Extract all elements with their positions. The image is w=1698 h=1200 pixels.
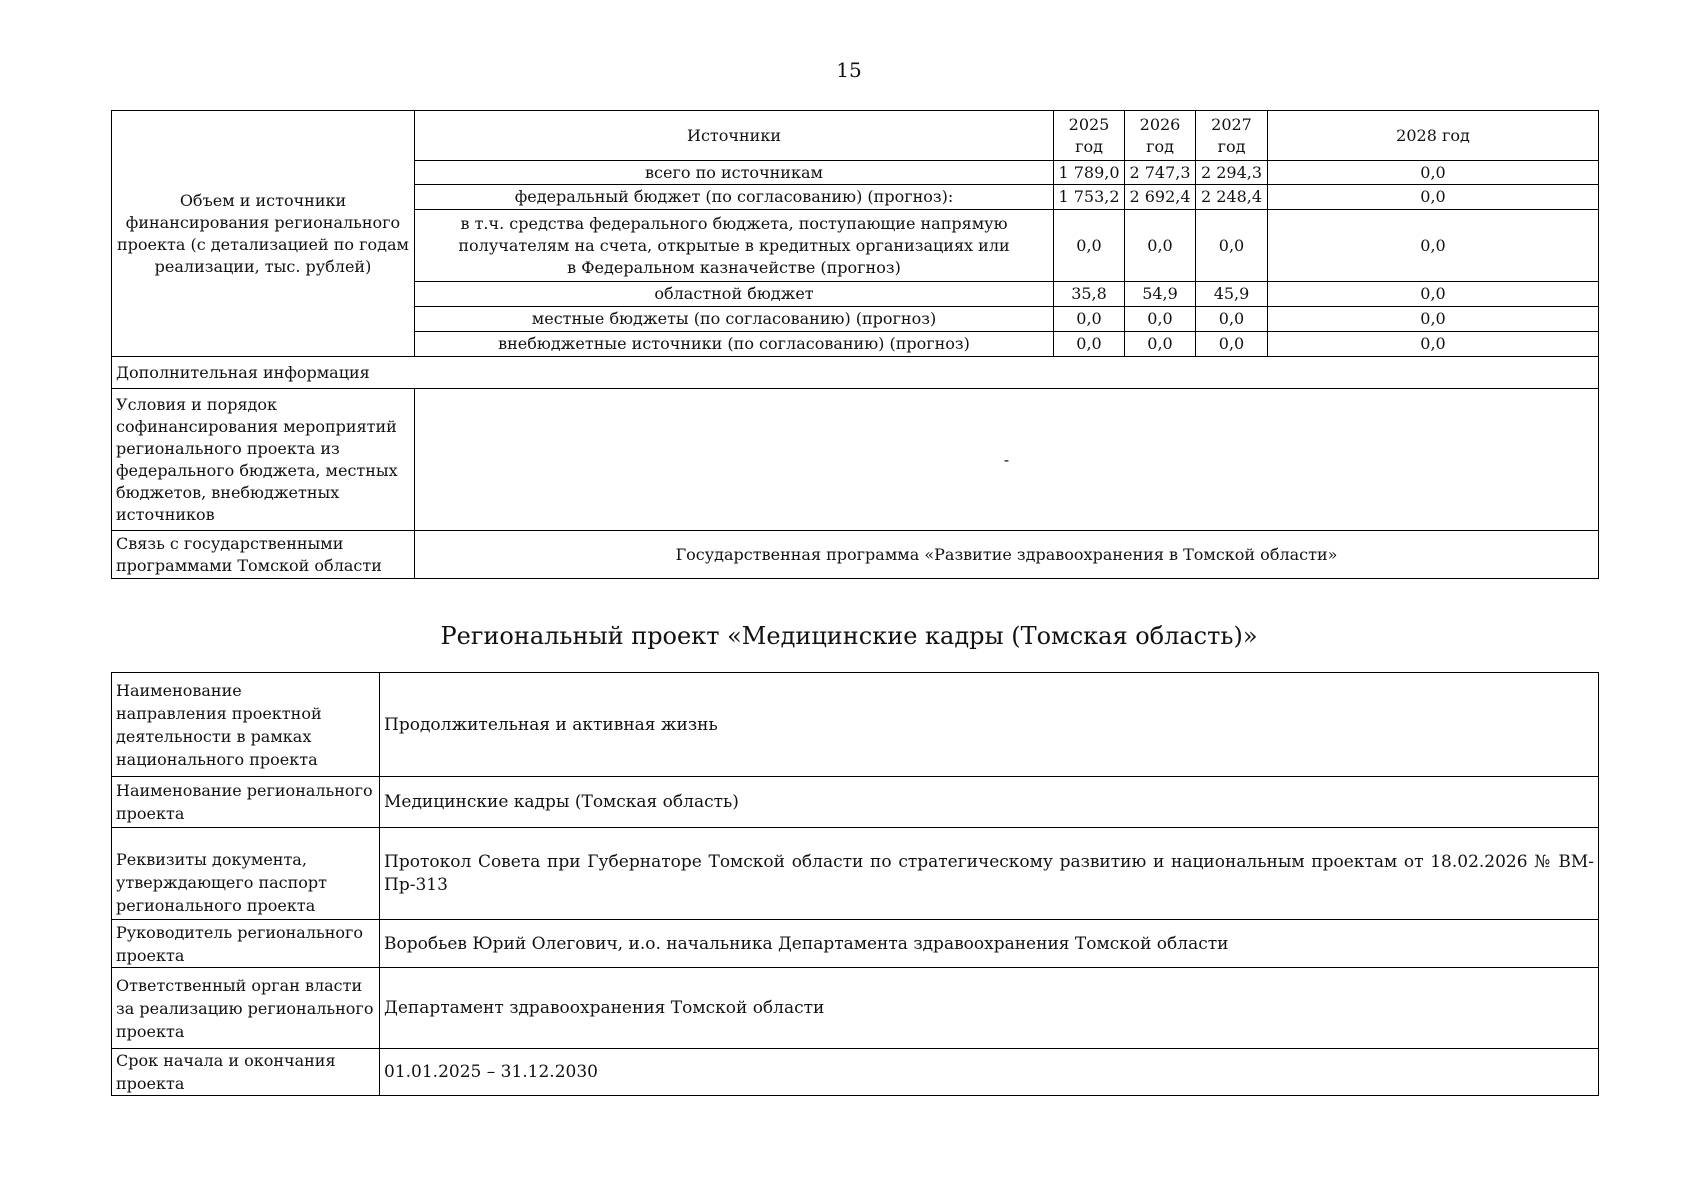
value-2026: 54,9 [1125, 282, 1196, 307]
value-2028: 0,0 [1268, 185, 1599, 210]
value-2027: 2 294,3 [1196, 161, 1268, 185]
header-sources: Источники [415, 111, 1054, 161]
value-2026: 2 692,4 [1125, 185, 1196, 210]
value-2027: 45,9 [1196, 282, 1268, 307]
additional-info-heading: Дополнительная информация [112, 357, 1599, 389]
page-number: 15 [836, 58, 862, 82]
value-2025: 1 789,0 [1054, 161, 1125, 185]
passport-label: Наименование регионального проекта [112, 777, 380, 828]
value-2028: 0,0 [1268, 332, 1599, 357]
passport-label: Руководитель регионального проекта [112, 920, 380, 968]
header-2027: 2027 год [1196, 111, 1268, 161]
value-2027: 0,0 [1196, 210, 1268, 282]
value-2025: 35,8 [1054, 282, 1125, 307]
passport-value: Продолжительная и активная жизнь [380, 673, 1599, 777]
value-2026: 2 747,3 [1125, 161, 1196, 185]
financing-table [111, 110, 1599, 579]
table-row [112, 777, 1599, 828]
value-2025: 0,0 [1054, 332, 1125, 357]
cofinancing-label: Условия и порядок софинансирования мероприятий регионального проекта из федерального бюджета, местных бюджетов, внебюджетных источников [112, 389, 415, 531]
passport-value: Департамент здравоохранения Томской области [380, 968, 1599, 1049]
passport-value: Протокол Совета при Губернаторе Томской области по стратегическому развитию и национальным проектам от 18.02.2026 № ВМ-Пр-313 [380, 828, 1599, 920]
programs-label: Связь с государственными программами Томской области [112, 531, 415, 579]
value-2027: 0,0 [1196, 332, 1268, 357]
value-2028: 0,0 [1268, 282, 1599, 307]
value-2025: 0,0 [1054, 210, 1125, 282]
financing-header-row [112, 111, 1599, 161]
programs-value: Государственная программа «Развитие здравоохранения в Томской области» [415, 531, 1599, 579]
source-name: областной бюджет [415, 282, 1054, 307]
source-name: в т.ч. средства федерального бюджета, поступающие напрямую получателям на счета, открытые в кредитных организациях или в Федеральном казначействе (прогноз) [415, 210, 1054, 282]
programs-row [112, 531, 1599, 579]
value-2026: 0,0 [1125, 332, 1196, 357]
table-row [112, 1049, 1599, 1096]
financing-row-label: Объем и источники финансирования регионального проекта (с детализацией по годам реализации, тыс. рублей) [112, 111, 415, 357]
source-name: всего по источникам [415, 161, 1054, 185]
passport-label: Наименование направления проектной деятельности в рамках национального проекта [112, 673, 380, 777]
table-row [112, 968, 1599, 1049]
value-2028: 0,0 [1268, 210, 1599, 282]
project-passport-table [111, 672, 1599, 1096]
passport-value: Медицинские кадры (Томская область) [380, 777, 1599, 828]
passport-value: 01.01.2025 – 31.12.2030 [380, 1049, 1599, 1096]
source-name: местные бюджеты (по согласованию) (прогноз) [415, 307, 1054, 332]
value-2025: 0,0 [1054, 307, 1125, 332]
table-row [112, 673, 1599, 777]
table-row [112, 920, 1599, 968]
value-2025: 1 753,2 [1054, 185, 1125, 210]
value-2027: 0,0 [1196, 307, 1268, 332]
header-2025: 2025 год [1054, 111, 1125, 161]
passport-label: Ответственный орган власти за реализацию регионального проекта [112, 968, 380, 1049]
value-2027: 2 248,4 [1196, 185, 1268, 210]
section-title: Региональный проект «Медицинские кадры (Томская область)» [440, 622, 1258, 650]
cofinancing-row [112, 389, 1599, 531]
value-2028: 0,0 [1268, 307, 1599, 332]
source-name: федеральный бюджет (по согласованию) (прогноз): [415, 185, 1054, 210]
source-name: внебюджетные источники (по согласованию) (прогноз) [415, 332, 1054, 357]
passport-label: Срок начала и окончания проекта [112, 1049, 380, 1096]
table-row [112, 828, 1599, 920]
header-2028: 2028 год [1268, 111, 1599, 161]
passport-value: Воробьев Юрий Олегович, и.о. начальника Департамента здравоохранения Томской области [380, 920, 1599, 968]
value-2026: 0,0 [1125, 210, 1196, 282]
header-2026: 2026 год [1125, 111, 1196, 161]
value-2026: 0,0 [1125, 307, 1196, 332]
additional-info-row [112, 357, 1599, 389]
cofinancing-value: - [415, 389, 1599, 531]
value-2028: 0,0 [1268, 161, 1599, 185]
passport-label: Реквизиты документа, утверждающего паспорт регионального проекта [112, 828, 380, 920]
